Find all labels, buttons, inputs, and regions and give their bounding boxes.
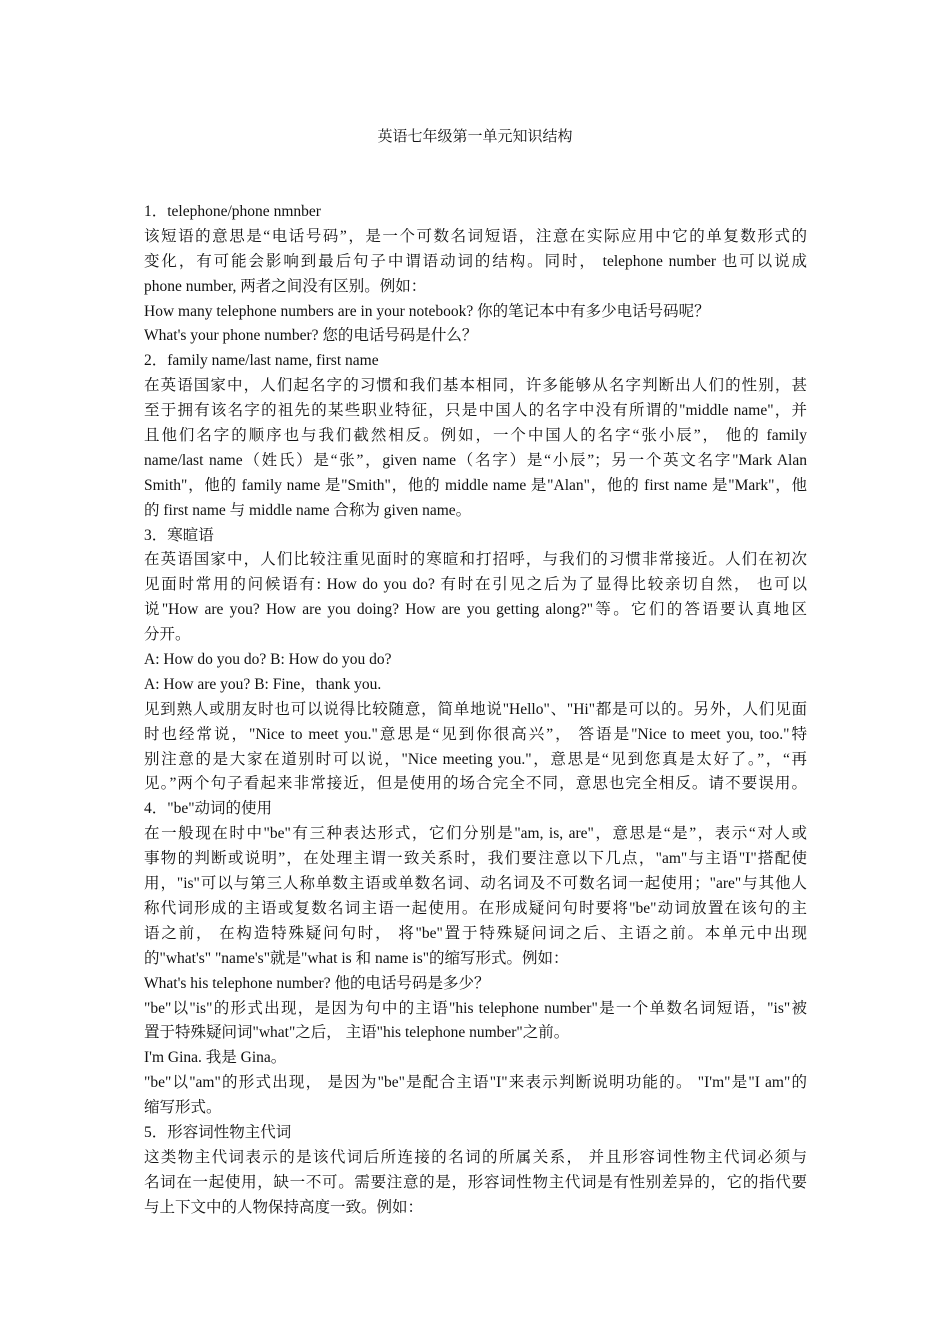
- text-line: 1．telephone/phone nmnber: [144, 203, 321, 220]
- text-line: 见到熟人或朋友时也可以说得比较随意，简单地说"Hello"、"Hi"都是可以的。另外，人们见面: [144, 700, 807, 718]
- text-line: 名词在一起使用，缺一不可。需要注意的是，形容词性物主代词是有性别差异的，它的指代要: [144, 1173, 807, 1191]
- text-line: 别注意的是大家在道别时可以说，"Nice meeting you."，意思是“见到您真是太好了。”，“再: [144, 750, 807, 768]
- text-line: 与上下文中的人物保持高度一致。例如：: [144, 1198, 424, 1216]
- text-line: 这类物主代词表示的是该代词后所连接的名词的所属关系， 并且形容词性物主代词必须与: [144, 1148, 807, 1166]
- text-line: 称代词形成的主语或复数名词主语一起使用。在形成疑问句时要将"be"动词放置在该句的主: [144, 899, 807, 917]
- text-line: name/last name（姓氏）是“张”，given name（名字）是“小辰”；另一个英文名字"Mark Alan: [144, 451, 807, 469]
- text-line: 用，"is"可以与第三人称单数主语或单数名词、动名词及不可数名词一起使用；"are"与其他人: [144, 875, 807, 893]
- text-line: What's his telephone number? 他的电话号码是多少？: [144, 974, 490, 992]
- text-line: 变化，有可能会影响到最后句子中谓语动词的结构。同时， telephone number 也可以说成: [144, 252, 807, 270]
- text-line: Smith"，他的 family name 是"Smith"，他的 middle name 是"Alan"，他的 first name 是"Mark"，他: [144, 476, 807, 494]
- text-line: 在英语国家中，人们起名字的习惯和我们基本相同，许多能够从名字判断出人们的性别，甚: [144, 377, 807, 395]
- document-title: 英语七年级第一单元知识结构: [377, 127, 573, 145]
- text-line: "be"以"am"的形式出现， 是因为"be"是配合主语"I"来表示判断说明功能的。 "I'm"是"I am"的: [144, 1074, 807, 1092]
- text-line: 见。”两个句子看起来非常接近，但是使用的场合完全不同，意思也完全相反。请不要误用。: [144, 775, 807, 793]
- text-line: 见面时常用的问候语有: How do you do? 有时在引见之后为了显得比较亲切自然， 也可以: [144, 576, 807, 594]
- text-line: 的"what's" "name's"就是"what is 和 name is"的缩写形式。例如：: [144, 949, 569, 967]
- text-line: 3．寒暄语: [144, 526, 214, 544]
- text-line: I'm Gina. 我是 Gina。: [144, 1049, 287, 1067]
- text-line: 4．"be"动词的使用: [144, 800, 273, 818]
- text-line: 语之前， 在构造特殊疑问句时， 将"be"置于特殊疑问词之后、主语之前。本单元中出现: [144, 924, 807, 942]
- text-line: 置于特殊疑问词"what"之后， 主语"his telephone number"之前。: [144, 1024, 570, 1042]
- text-line: 时也经常说，"Nice to meet you."意思是“见到你很高兴”， 答语是"Nice to meet you, too."特: [144, 725, 807, 743]
- document-body: [144, 200, 807, 1221]
- text-line: A: How do you do? B: How do you do?: [144, 651, 392, 669]
- text-line: 该短语的意思是“电话号码”，是一个可数名词短语，注意在实际应用中它的单复数形式的: [144, 227, 807, 245]
- text-line: 缩写形式。: [144, 1099, 222, 1117]
- text-line: "be"以"is"的形式出现，是因为句中的主语"his telephone number"是一个单数名词短语，"is"被: [144, 999, 807, 1017]
- text-line: 分开。: [144, 626, 191, 644]
- text-line: phone number, 两者之间没有区别。例如：: [144, 277, 427, 295]
- text-line: What's your phone number? 您的电话号码是什么？: [144, 327, 478, 345]
- text-line: 5．形容词性物主代词: [144, 1123, 292, 1141]
- text-line: 的 first name 与 middle name 合称为 given name。: [144, 501, 472, 519]
- text-line: 在一般现在时中"be"有三种表达形式，它们分别是"am, is, are"，意思是“是”，表示“对人或: [144, 825, 807, 843]
- text-line: A: How are you? B: Fine，thank you.: [144, 675, 382, 693]
- text-line: 说"How are you? How are you doing? How are you getting along?"等。它们的答语要认真地区: [144, 601, 807, 619]
- text-line: 至于拥有该名字的祖先的某些职业特征，只是中国人的名字中没有所谓的"middle name"，并: [144, 402, 807, 420]
- text-line: 且他们名字的顺序也与我们截然相反。例如，一个中国人的名字“张小辰”， 他的 family: [144, 427, 807, 445]
- text-line: 2．family name/last name, first name: [144, 352, 379, 370]
- text-line: 事物的判断或说明”，在处理主谓一致关系时，我们要注意以下几点，"am"与主语"I"搭配使: [144, 850, 807, 868]
- text-line: How many telephone numbers are in your notebook? 你的笔记本中有多少电话号码呢？: [144, 302, 710, 320]
- text-line: 在英语国家中，人们比较注重见面时的寒暄和打招呼，与我们的习惯非常接近。人们在初次: [144, 551, 807, 569]
